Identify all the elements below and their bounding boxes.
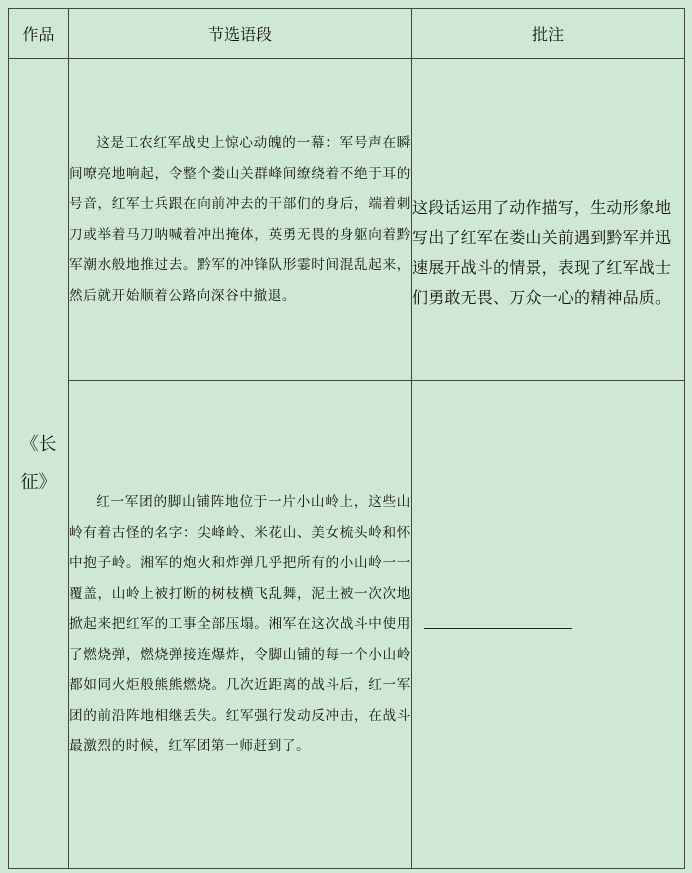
work-title-cell [9,59,69,869]
header-annotation: 批注 [412,9,685,59]
work-title: 《长征》 [20,433,57,493]
table-header-row [9,9,685,59]
excerpt-cell-2 [69,381,412,869]
header-excerpt: 节选语段 [69,9,412,59]
annotation-cell-1 [412,59,685,381]
annotation-text-1: 这段话运用了动作描写，生动形象地写出了红军在娄山关前遇到黔军并迅速展开战斗的情景，表现了红军战士们勇敢无畏、万众一心的精神品质。 [412,197,672,307]
excerpt-text-1: 这是工农红军战史上惊心动魄的一幕：军号声在瞬间嘹亮地响起，令整个娄山关群峰间缭绕着不绝于耳的号音，红军士兵跟在向前冲去的干部们的身后，端着刺刀或举着马刀呐喊着冲出掩体，英勇无畏的身躯向着黔军潮水般地推过去。黔军的冲锋队形霎时间混乱起来，然后就开始顺着公路向深谷中撤退。 [69,135,411,304]
answer-blank-line[interactable] [424,628,572,629]
table-row [9,381,685,869]
annotation-cell-2[interactable] [412,381,685,869]
reading-annotation-table [8,8,685,869]
answer-blank-area[interactable] [412,381,684,868]
excerpt-cell-1 [69,59,412,381]
excerpt-text-2: 红一军团的脚山铺阵地位于一片小山岭上，这些山岭有着古怪的名字：尖峰岭、米花山、美女梳头岭和怀中抱子岭。湘军的炮火和炸弹几乎把所有的小山岭一一覆盖，山岭上被打断的树枝横飞乱舞，泥土被一次次地掀起来把红军的工事全部压塌。湘军在这次战斗中使用了燃烧弹，燃烧弹接连爆炸，令脚山铺的每一个小山岭都如同火炬般熊熊燃烧。几次近距离的战斗后，红一军团的前沿阵地相继丢失。红军强行发动反冲击，在战斗最激烈的时候，红军团第一师赶到了。 [69,494,411,755]
table-row [9,59,685,381]
header-work: 作品 [9,9,69,59]
